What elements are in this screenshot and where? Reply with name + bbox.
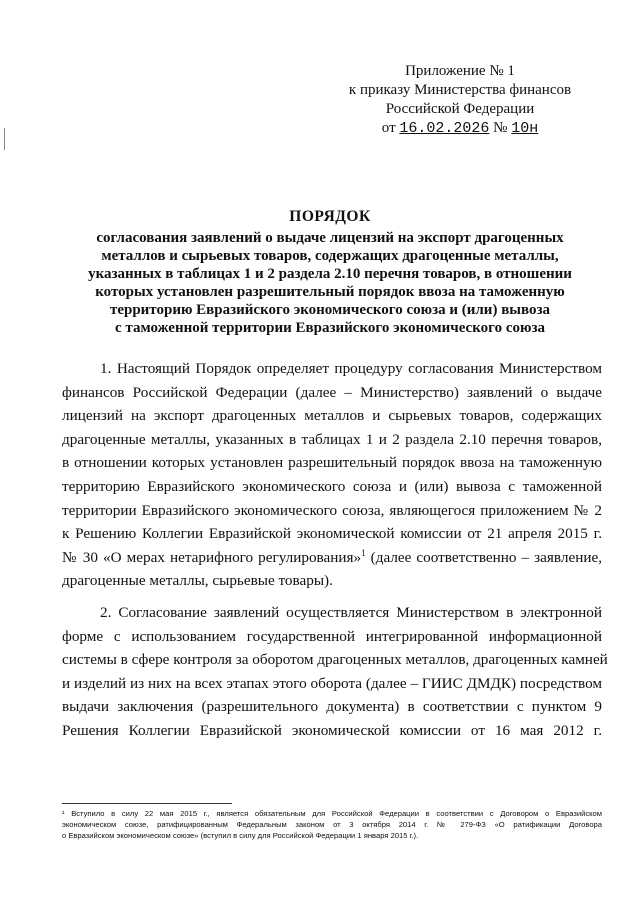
footnote-reference: 1: [361, 547, 366, 558]
footnote-line: экономическом союзе, ратифицированным Федеральным законом от 3 октября 2014 г. № 279-ФЗ «О ратификации Договора: [62, 820, 602, 829]
paragraph-line: драгоценные металлы, указанных в таблицах 1 и 2 раздела 2.10 перечня товаров,: [62, 430, 602, 448]
paragraph-2: [62, 601, 608, 743]
footnote-line: о Евразийском экономическом союзе» (вступил в силу для Российской Федерации 1 января 2015 г.).: [62, 831, 419, 840]
paragraph-line: [62, 546, 602, 570]
paragraph-line: выдачи заключения (разрешительного документа) в соответствии с пунктом 9: [62, 698, 602, 716]
decision-reference: № 30 «О мерах нетарифного регулирования»: [62, 548, 362, 566]
title-heading: ПОРЯДОК: [289, 208, 371, 225]
paragraph-gap: [62, 593, 602, 601]
appendix-from: от: [381, 120, 396, 136]
document-body: [62, 357, 608, 743]
order-date: 16.02.2026: [399, 120, 490, 137]
document-title: [60, 208, 600, 337]
title-line: которых установлен разрешительный порядок ввоза на таможенную: [95, 284, 565, 300]
footnote-divider: [62, 803, 232, 804]
paragraph-line: 2. Согласование заявлений осуществляется Министерством в электронной: [100, 603, 602, 621]
paragraph-line: территории Евразийского экономического союза, являющегося приложением № 2: [62, 501, 602, 519]
appendix-line-2: к приказу Министерства финансов: [348, 82, 572, 98]
title-line: согласования заявлений о выдаче лицензий на экспорт драгоценных: [96, 230, 564, 246]
paragraph-line: и изделий из них на всех этапах этого оборота (далее – ГИИС ДМДК) посредством: [62, 674, 602, 692]
paragraph-line: 1. Настоящий Порядок определяет процедуру согласования Министерством: [100, 360, 602, 377]
paragraph-1: [62, 357, 602, 593]
appendix-date-line: [330, 119, 590, 138]
title-line: с таможенной территории Евразийского экономического союза: [115, 320, 545, 336]
footnote-line: ¹ Вступило в силу 22 мая 2015 г., является обязательным для Российской Федерации в соответствии с Договором о Евразийском: [62, 809, 602, 818]
paragraph-line: Решения Коллегии Евразийской экономической комиссии от 16 мая 2012 г.: [62, 721, 602, 739]
appendix-header: [330, 62, 590, 138]
appendix-line-1: Приложение № 1: [405, 63, 515, 79]
paragraph-line-tail: (далее соответственно – заявление,: [365, 548, 602, 566]
appendix-number-sign: №: [493, 120, 508, 136]
paragraph-line: драгоценные металлы, сырьевые товары).: [62, 572, 333, 590]
title-line: территорию Евразийского экономического союза и (или) вывоза: [109, 302, 551, 318]
paragraph-line: лицензий на экспорт драгоценных металлов и сырьевых товаров, содержащих: [62, 407, 602, 425]
title-line: металлов и сырьевых товаров, содержащих драгоценные металлы,: [101, 248, 559, 264]
paragraph-line: в отношении которых установлен разрешительный порядок ввоза на таможенную: [62, 454, 602, 472]
paragraph-line: форме с использованием государственной интегрированной информационной: [62, 627, 602, 645]
paragraph-line: финансов Российской Федерации (далее – Министерство) заявлений о выдаче: [62, 383, 602, 401]
order-number: 10н: [511, 120, 539, 137]
paragraph-line: к Решению Коллегии Евразийской экономической комиссии от 21 апреля 2015 г.: [62, 525, 602, 543]
footnote: [62, 808, 602, 841]
scan-edge-mark: [4, 128, 5, 150]
paragraph-line: территорию Евразийского экономического союза и (или) вывоза с таможенной: [62, 477, 602, 495]
paragraph-line: системы в сфере контроля за оборотом драгоценных металлов, драгоценных камней: [62, 651, 608, 669]
title-line: указанных в таблицах 1 и 2 раздела 2.10 перечня товаров, в отношении: [88, 266, 572, 282]
appendix-line-3: Российской Федерации: [385, 101, 535, 117]
